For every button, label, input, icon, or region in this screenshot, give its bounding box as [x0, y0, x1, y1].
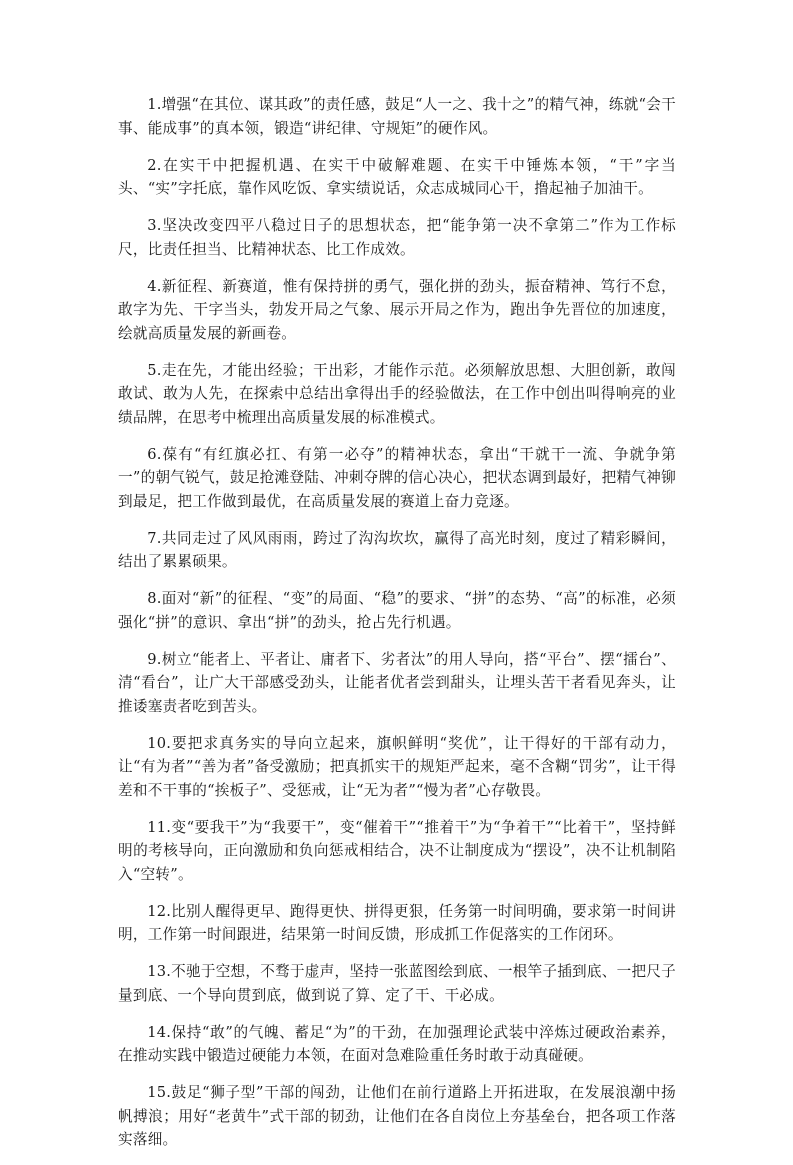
paragraph-6: 6.葆有“有红旗必扛、有第一必夺”的精神状态，拿出“干就干一流、争就争第一”的朝气锐气，鼓足抢滩登陆、冲刺夺牌的信心决心，把状态调到最好，把精气神铆到最足，把工作做到最优，在高质量发展的赛道上奋力竞逐。 — [118, 445, 676, 510]
paragraph-14: 14.保持“敢”的气魄、蓄足“为”的干劲，在加强理论武装中淬炼过硬政治素养，在推动实践中锻造过硬能力本领，在面对急难险重任务时敢于动真碰硬。 — [118, 1023, 676, 1064]
paragraph-9: 9.树立“能者上、平者让、庸者下、劣者汰”的用人导向，搭“平台”、摆“擂台”、清“看台”，让广大干部感受劲头，让能者优者尝到甜头，让埋头苦干者看见奔头，让推诿塞责者吃到苦头。 — [118, 650, 676, 715]
paragraph-2: 2.在实干中把握机遇、在实干中破解难题、在实干中锤炼本领，“干”字当头、“实”字托底，靠作风吃饭、拿实绩说话，众志成城同心干，撸起袖子加油干。 — [118, 156, 676, 197]
paragraph-10: 10.要把求真务实的导向立起来，旗帜鲜明“奖优”，让干得好的干部有动力，让“有为者”“善为者”备受激励；把真抓实干的规矩严起来，毫不含糊“罚劣”，让干得差和不干事的“挨板子”、受惩戒，让“无为者”“慢为者”心存敬畏。 — [118, 734, 676, 799]
paragraph-13: 13.不驰于空想，不骛于虚声，坚持一张蓝图绘到底、一根竿子插到底、一把尺子量到底、一个导向贯到底，做到说了算、定了干、干必成。 — [118, 963, 676, 1004]
paragraph-12: 12.比别人醒得更早、跑得更快、拼得更狠，任务第一时间明确，要求第一时间讲明，工作第一时间跟进，结果第一时间反馈，形成抓工作促落实的工作闭环。 — [118, 902, 676, 943]
paragraph-8: 8.面对“新”的征程、“变”的局面、“稳”的要求、“拼”的态势、“高”的标准，必须强化“拼”的意识、拿出“拼”的劲头，抢占先行机遇。 — [118, 590, 676, 631]
paragraph-1: 1.增强“在其位、谋其政”的责任感，鼓足“人一之、我十之”的精气神，练就“会干事、能成事”的真本领，锻造“讲纪律、守规矩”的硬作风。 — [118, 96, 676, 137]
paragraph-4: 4.新征程、新赛道，惟有保持拼的勇气，强化拼的劲头，振奋精神、笃行不怠，敢字为先、干字当头，勃发开局之气象、展示开局之作为，跑出争先晋位的加速度，绘就高质量发展的新画卷。 — [118, 277, 676, 342]
paragraph-5: 5.走在先，才能出经验；干出彩，才能作示范。必须解放思想、大胆创新，敢闯敢试、敢为人先，在探索中总结出拿得出手的经验做法，在工作中创出叫得响亮的业绩品牌，在思考中梳理出高质量发展的标准模式。 — [118, 361, 676, 426]
paragraph-7: 7.共同走过了风风雨雨，跨过了沟沟坎坎，赢得了高光时刻，度过了精彩瞬间，结出了累累硕果。 — [118, 529, 676, 570]
paragraph-15: 15.鼓足“狮子型”干部的闯劲，让他们在前行道路上开拓进取，在发展浪潮中扬帆搏浪；用好“老黄牛”式干部的韧劲，让他们在各自岗位上夯基垒台，把各项工作落实落细。 — [118, 1084, 676, 1148]
document-body — [118, 93, 676, 1165]
paragraph-3: 3.坚决改变四平八稳过日子的思想状态，把“能争第一决不拿第二”作为工作标尺，比责任担当、比精神状态、比工作成效。 — [118, 217, 676, 258]
paragraph-11: 11.变“要我干”为“我要干”，变“催着干”“推着干”为“争着干”“比着干”，坚持鲜明的考核导向，正向激励和负向惩戒相结合，决不让制度成为“摆设”，决不让机制陷入“空转”。 — [118, 818, 676, 883]
